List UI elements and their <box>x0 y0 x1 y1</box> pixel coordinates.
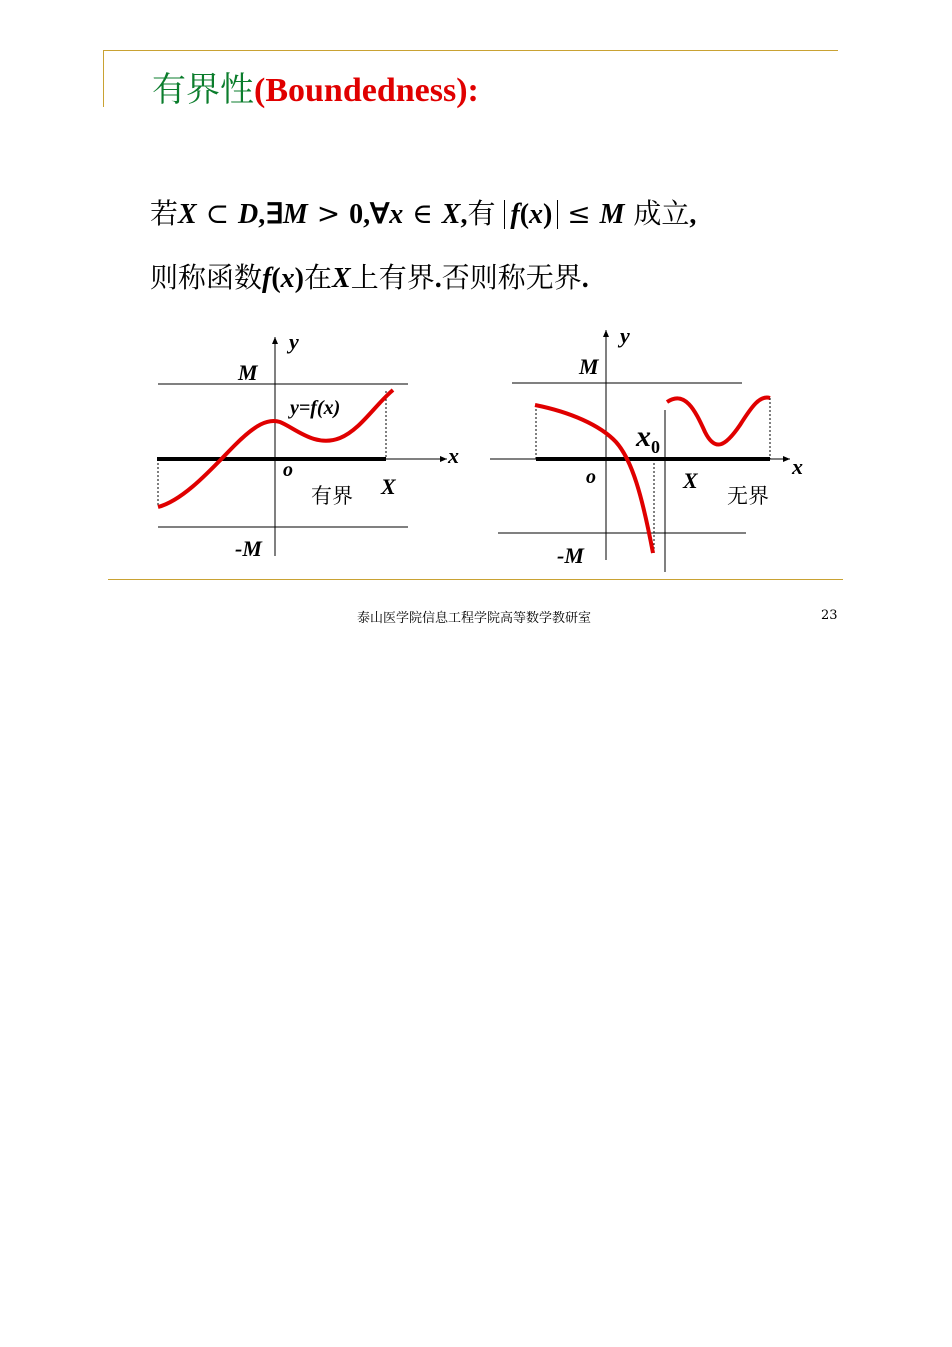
label-caption: 无界 <box>727 484 769 508</box>
label-M: M <box>238 360 258 385</box>
footer-rule <box>108 579 843 580</box>
math-token: ) <box>543 199 553 230</box>
math-token: . <box>434 263 442 294</box>
label-origin: o <box>586 466 596 488</box>
graph-left <box>157 329 459 561</box>
label-minus-M: -M <box>557 543 584 568</box>
math-token: ⊂ <box>196 197 238 230</box>
label-y: y <box>289 329 299 354</box>
math-token: 在 <box>304 261 333 294</box>
unbounded-curve-right <box>667 398 770 445</box>
label-curve: y=f(x) <box>290 397 341 419</box>
math-token: D <box>237 199 259 230</box>
math-token: X <box>441 199 461 230</box>
math-token: > <box>307 197 350 230</box>
math-token: 则称函数 <box>150 261 263 294</box>
math-token: , <box>689 199 697 230</box>
label-x: x <box>448 443 459 468</box>
label-minus-M: -M <box>235 536 262 561</box>
math-token: 否则称无界 <box>441 261 582 294</box>
math-token: X <box>332 263 351 294</box>
label-X: X <box>381 474 396 499</box>
label-caption: 有界 <box>311 484 353 508</box>
page-number: 23 <box>821 608 838 623</box>
label-x: x <box>792 454 803 479</box>
math-token: . <box>581 263 589 294</box>
title-zh: 有界性 <box>152 70 254 110</box>
math-token: , <box>460 199 468 230</box>
math-token: x <box>529 199 544 230</box>
math-token: f <box>510 199 520 230</box>
math-token: ( <box>519 199 530 230</box>
math-token: ≤ <box>558 197 600 230</box>
math-token: f <box>262 263 272 294</box>
math-token: x <box>389 199 404 230</box>
math-token: ( <box>271 263 281 294</box>
math-token: 若 <box>150 197 179 230</box>
math-token: 上有界 <box>350 261 435 294</box>
math-token: M <box>599 199 625 230</box>
math-token: ∈ <box>403 197 442 230</box>
math-token: X <box>178 199 197 230</box>
math-token: M <box>282 199 308 230</box>
title-en: (Boundedness): <box>254 72 479 109</box>
math-token: ) <box>294 263 304 294</box>
label-M: M <box>579 354 599 379</box>
footer-text: 泰山医学院信息工程学院高等数学教研室 <box>357 611 592 626</box>
math-token: x <box>280 263 295 294</box>
graph-right <box>490 323 803 572</box>
label-X: X <box>683 468 698 493</box>
label-origin: o <box>283 459 293 481</box>
math-token: 有 <box>467 197 505 230</box>
math-token: ,∃ <box>258 199 283 230</box>
label-y: y <box>620 323 630 348</box>
boundedness-graphs <box>0 0 952 600</box>
math-token: 0,∀ <box>349 199 390 230</box>
math-token: 成立 <box>624 197 690 230</box>
label-x0: $x_0$ <box>636 420 660 457</box>
